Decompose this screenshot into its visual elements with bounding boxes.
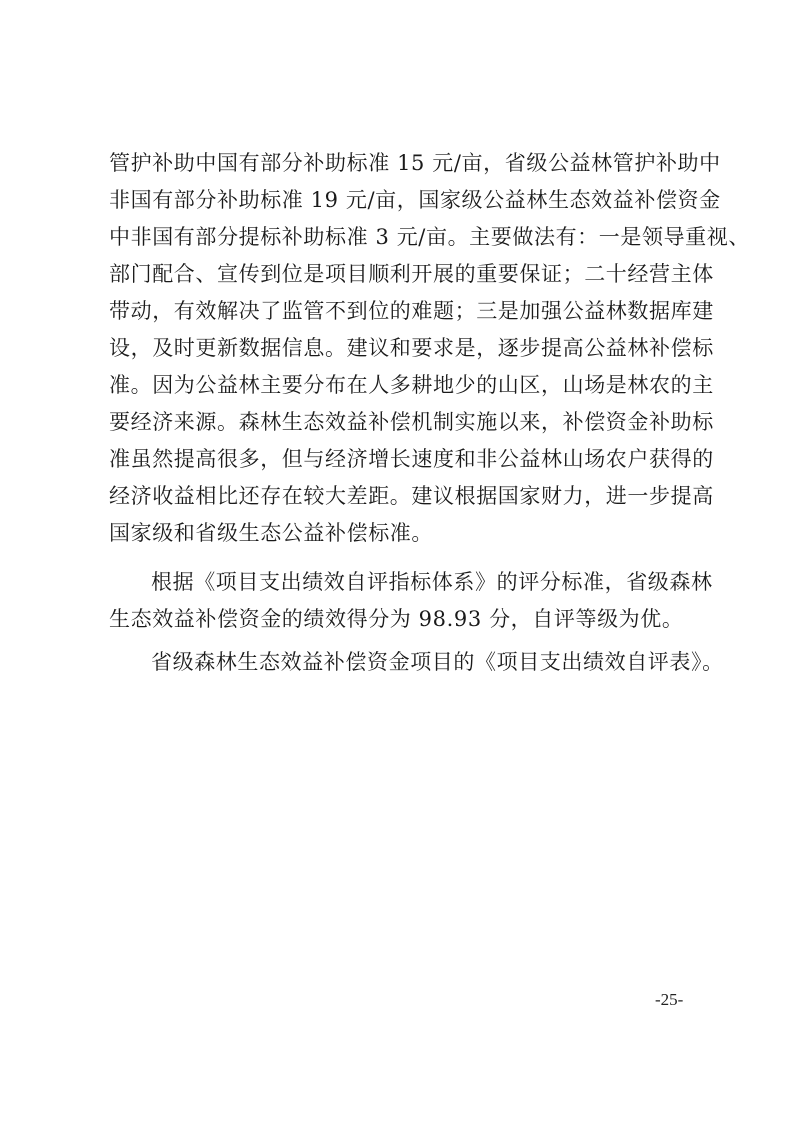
paragraph-line: 准虽然提高很多，但与经济增长速度和非公益林山场农户获得的 xyxy=(109,447,714,471)
paragraph-line: 省级森林生态效益补偿资金项目的《项目支出绩效自评表》。 xyxy=(151,650,724,674)
paragraph-line: 准。因为公益林主要分布在人多耕地少的山区，山场是林农的主 xyxy=(109,373,714,397)
paragraph-line: 根据《项目支出绩效自评指标体系》的评分标准，省级森林 xyxy=(151,570,713,594)
paragraph-line: 国家级和省级生态公益补偿标准。 xyxy=(109,521,433,545)
page-number: -25- xyxy=(655,990,684,1009)
paragraph-line: 设，及时更新数据信息。建议和要求是，逐步提高公益林补偿标 xyxy=(109,336,714,360)
paragraph-line: 带动，有效解决了监管不到位的难题；三是加强公益林数据库建 xyxy=(109,299,714,323)
paragraph-line: 生态效益补偿资金的绩效得分为 98.93 分，自评等级为优。 xyxy=(109,607,684,631)
paragraph-line: 经济收益相比还存在较大差距。建议根据国家财力，进一步提高 xyxy=(109,484,714,508)
paragraph-line: 非国有部分补助标准 19 元/亩，国家级公益林生态效益补偿资金 xyxy=(109,188,721,212)
paragraph-line: 要经济来源。森林生态效益补偿机制实施以来，补偿资金补助标 xyxy=(109,410,714,434)
paragraph-line: 中非国有部分提标补助标准 3 元/亩。主要做法有：一是领导重视、 xyxy=(109,225,750,249)
paragraph-line: 管护补助中国有部分补助标准 15 元/亩，省级公益林管护补助中 xyxy=(109,151,721,175)
paragraph-line: 部门配合、宣传到位是项目顺利开展的重要保证；二十经营主体 xyxy=(109,262,714,286)
